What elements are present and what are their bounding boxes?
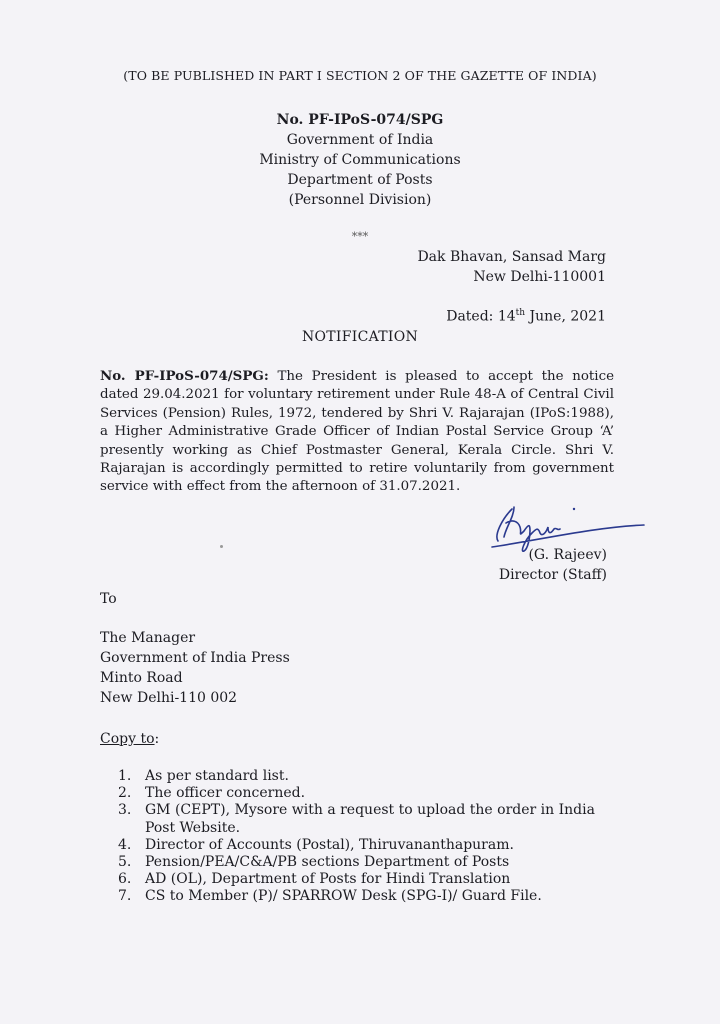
recipient-address <box>100 628 290 708</box>
header-line-ministry: Ministry of Communications <box>259 152 461 168</box>
list-item-number: 6. <box>118 871 132 888</box>
body-reference: No. PF-IPoS-074/SPG: <box>100 368 269 384</box>
copy-to-heading <box>100 731 159 747</box>
list-item-number: 7. <box>118 888 132 905</box>
copy-to-colon: : <box>154 731 160 747</box>
recipient-line-1: The Manager <box>100 630 196 646</box>
address-line-1: Dak Bhavan, Sansad Marg <box>417 249 606 265</box>
signer-name: (G. Rajeev) <box>528 547 607 563</box>
list-item <box>118 854 618 871</box>
separator-stars: *** <box>351 230 369 243</box>
list-item-text: CS to Member (P)/ SPARROW Desk (SPG-I)/ Guard File. <box>145 888 542 905</box>
recipient-line-3: Minto Road <box>100 670 183 686</box>
list-item <box>118 785 618 802</box>
letterhead <box>0 110 720 210</box>
list-item-number: 4. <box>118 836 132 853</box>
list-item-text: As per standard list. <box>145 768 289 784</box>
list-item <box>118 888 618 905</box>
notification-title: NOTIFICATION <box>301 329 419 345</box>
address-line-2: New Delhi-110001 <box>473 269 606 285</box>
list-item <box>118 768 618 785</box>
date-prefix: Dated: 14 <box>446 308 516 325</box>
header-line-department: Department of Posts <box>287 172 433 188</box>
list-item <box>118 871 618 888</box>
recipient-line-4: New Delhi-110 002 <box>100 690 238 706</box>
list-item <box>118 837 618 854</box>
gazette-line: (TO BE PUBLISHED IN PART I SECTION 2 OF THE GAZETTE OF INDIA) <box>123 68 597 83</box>
list-item-number: 1. <box>118 768 132 784</box>
to-label: To <box>100 591 117 607</box>
list-item-text: AD (OL), Department of Posts for Hindi Translation <box>145 871 511 888</box>
date-line <box>446 308 606 325</box>
list-item-text: GM (CEPT), Mysore with a request to upload the order in India Post Website. <box>145 802 595 836</box>
list-item-text: Director of Accounts (Postal), Thiruvananthapuram. <box>145 836 514 853</box>
notification-body <box>100 367 614 497</box>
recipient-line-2: Government of India Press <box>100 650 290 666</box>
header-line-division: (Personnel Division) <box>288 192 432 208</box>
list-item-text: Pension/PEA/C&A/PB sections Department of Posts <box>145 854 510 871</box>
date-suffix-sup: th <box>515 308 526 318</box>
copy-to-list <box>118 768 618 906</box>
body-text: The President is pleased to accept the notice dated 29.04.2021 for voluntary retirement under Rule 48-A of Central Civil Services (Pension) Rules, 1972, tendered by Shri V. Rajarajan (IPoS:1988), a Higher Administrative Grade Officer of Indian Postal Service Group ‘A’ presently working as Chief Postmaster General, Kerala Circle. Shri V. Rajarajan is accordingly permitted to retire voluntarily from government service with effect from the afternoon of 31.07.2021. <box>100 369 614 495</box>
list-item-number: 5. <box>118 854 132 871</box>
list-item-text: The officer concerned. <box>145 785 306 802</box>
file-number: No. PF-IPoS-074/SPG <box>276 112 444 128</box>
list-item <box>118 802 618 836</box>
list-item-number: 3. <box>118 802 132 819</box>
date-rest: June, 2021 <box>525 308 606 325</box>
copy-to-label: Copy to <box>100 731 155 747</box>
paper-speck <box>220 545 223 548</box>
list-item-number: 2. <box>118 785 132 802</box>
header-line-government: Government of India <box>286 132 434 148</box>
sender-address <box>417 247 606 287</box>
signer-designation: Director (Staff) <box>498 567 607 583</box>
